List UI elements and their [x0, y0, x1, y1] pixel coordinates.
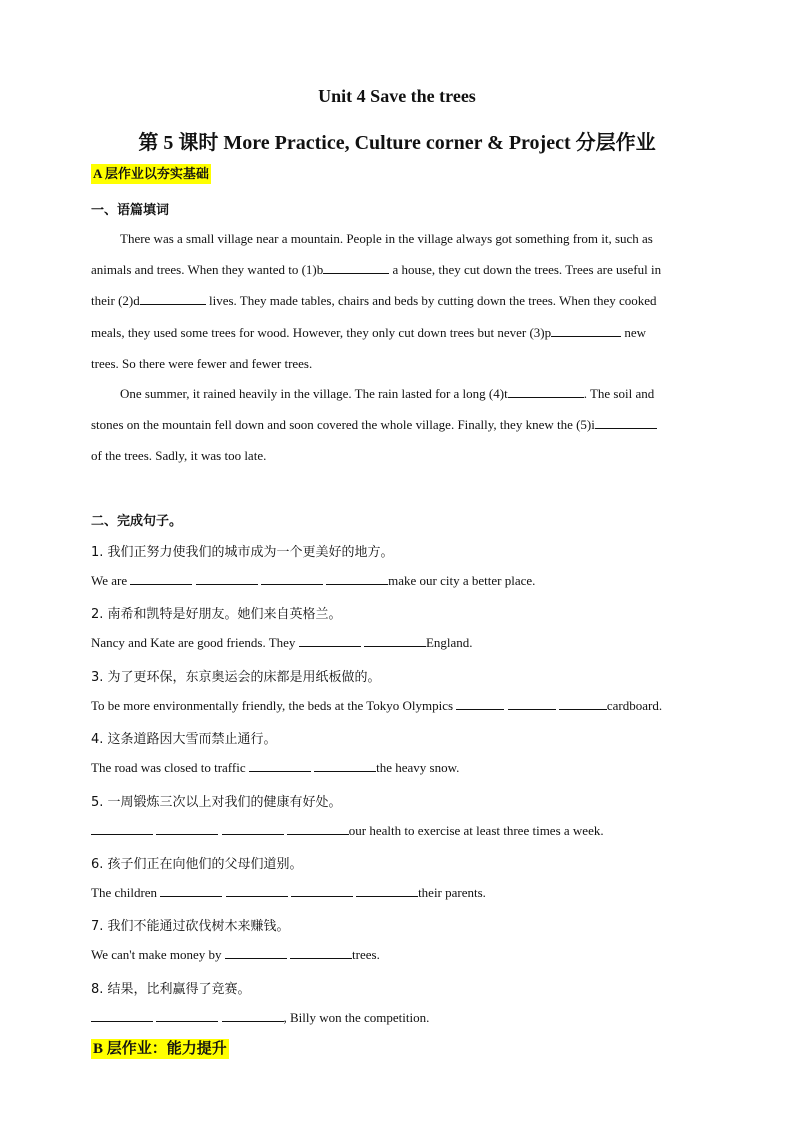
- answer-line-4: [91, 759, 459, 776]
- blank[interactable]: [160, 884, 222, 897]
- passage-text: of the trees. Sadly, it was too late.: [91, 448, 267, 464]
- blank-5[interactable]: [595, 416, 657, 429]
- blank[interactable]: [222, 1009, 284, 1022]
- answer-text: trees.: [352, 947, 380, 962]
- passage-text: new: [624, 324, 647, 340]
- blank-1[interactable]: [323, 261, 389, 274]
- blank[interactable]: [456, 697, 504, 710]
- answer-line-2: [91, 634, 473, 651]
- answer-text: our health to exercise at least three times a week.: [348, 823, 604, 838]
- blank[interactable]: [130, 572, 192, 585]
- passage-paragraph-1: [91, 223, 703, 379]
- question-2: 2. 南希和凯特是好朋友。她们来自英格兰。: [91, 607, 342, 622]
- blank[interactable]: [222, 822, 284, 835]
- passage-text: trees. So there were fewer and fewer trees.: [91, 355, 313, 371]
- answer-text: Nancy and Kate are good friends. They: [91, 635, 296, 650]
- section-a-heading: A 层作业以夯实基础: [91, 164, 211, 184]
- blank[interactable]: [249, 759, 311, 772]
- passage-text: There was a small village near a mountain. People in the village always got something from it, such as: [120, 231, 653, 246]
- answer-text: make our city a better place.: [388, 573, 536, 588]
- blank[interactable]: [91, 1009, 153, 1022]
- blank-4[interactable]: [508, 385, 584, 398]
- passage-text: lives. They made tables, chairs and beds by cutting down the trees. When they cooked: [208, 293, 657, 309]
- blank[interactable]: [508, 697, 556, 710]
- blank-3[interactable]: [551, 324, 621, 337]
- blank[interactable]: [196, 572, 258, 585]
- answer-text: the heavy snow.: [376, 760, 460, 775]
- question-8: 8. 结果，比利赢得了竞赛。: [91, 982, 251, 997]
- answer-text: The children: [91, 885, 158, 900]
- passage-text: . The soil and: [583, 386, 655, 401]
- passage-paragraph-2: [91, 378, 703, 472]
- blank[interactable]: [156, 1009, 218, 1022]
- blank[interactable]: [559, 697, 607, 710]
- blank[interactable]: [326, 572, 388, 585]
- part1-heading: 一、语篇填词: [91, 203, 170, 218]
- answer-line-3: [91, 697, 662, 714]
- blank[interactable]: [356, 884, 418, 897]
- answer-text: cardboard.: [606, 698, 663, 713]
- part2-heading: 二、完成句子。: [91, 514, 183, 529]
- blank[interactable]: [156, 822, 218, 835]
- blank[interactable]: [91, 822, 153, 835]
- passage-text: animals and trees. When they wanted to (1)b: [91, 262, 324, 278]
- answer-text: England.: [425, 635, 473, 650]
- answer-text: We are: [91, 573, 128, 588]
- blank[interactable]: [290, 946, 352, 959]
- question-3: 3. 为了更环保，东京奥运会的床都是用纸板做的。: [91, 670, 381, 685]
- question-5: 5. 一周锻炼三次以上对我们的健康有好处。: [91, 795, 342, 810]
- blank[interactable]: [226, 884, 288, 897]
- blank[interactable]: [299, 634, 361, 647]
- question-1: 1. 我们正努力使我们的城市成为一个更美好的地方。: [91, 545, 394, 560]
- answer-text: , Billy won the competition.: [283, 1010, 430, 1025]
- answer-text: We can't make money by: [91, 947, 222, 962]
- passage-text: stones on the mountain fell down and soon covered the whole village. Finally, they knew the (5)i: [91, 417, 595, 433]
- answer-text: The road was closed to traffic: [91, 760, 246, 775]
- answer-line-7: [91, 946, 380, 963]
- passage-text: meals, they used some trees for wood. However, they only cut down trees but never (3)p: [91, 324, 552, 340]
- answer-line-1: [91, 572, 535, 589]
- blank[interactable]: [287, 822, 349, 835]
- blank[interactable]: [225, 946, 287, 959]
- blank-2[interactable]: [140, 292, 206, 305]
- passage-text: One summer, it rained heavily in the village. The rain lasted for a long (4)t: [120, 386, 508, 401]
- question-4: 4. 这条道路因大雪而禁止通行。: [91, 732, 277, 747]
- lesson-title: 第 5 课时 More Practice, Culture corner & Project 分层作业: [138, 132, 656, 154]
- blank[interactable]: [314, 759, 376, 772]
- unit-title: Unit 4 Save the trees: [318, 86, 476, 106]
- answer-line-8: [91, 1009, 429, 1026]
- answer-text: To be more environmentally friendly, the beds at the Tokyo Olympics: [91, 698, 454, 713]
- answer-text: their parents.: [418, 885, 486, 900]
- answer-line-5: [91, 822, 604, 839]
- blank[interactable]: [261, 572, 323, 585]
- answer-line-6: [91, 884, 486, 901]
- section-b-heading: B 层作业：能力提升: [93, 1041, 227, 1057]
- passage-text: their (2)d: [91, 293, 140, 309]
- question-6: 6. 孩子们正在向他们的父母们道别。: [91, 857, 303, 872]
- blank[interactable]: [291, 884, 353, 897]
- blank[interactable]: [364, 634, 426, 647]
- question-7: 7. 我们不能通过砍伐树木来赚钱。: [91, 919, 290, 934]
- passage-text: a house, they cut down the trees. Trees are useful in: [392, 262, 662, 278]
